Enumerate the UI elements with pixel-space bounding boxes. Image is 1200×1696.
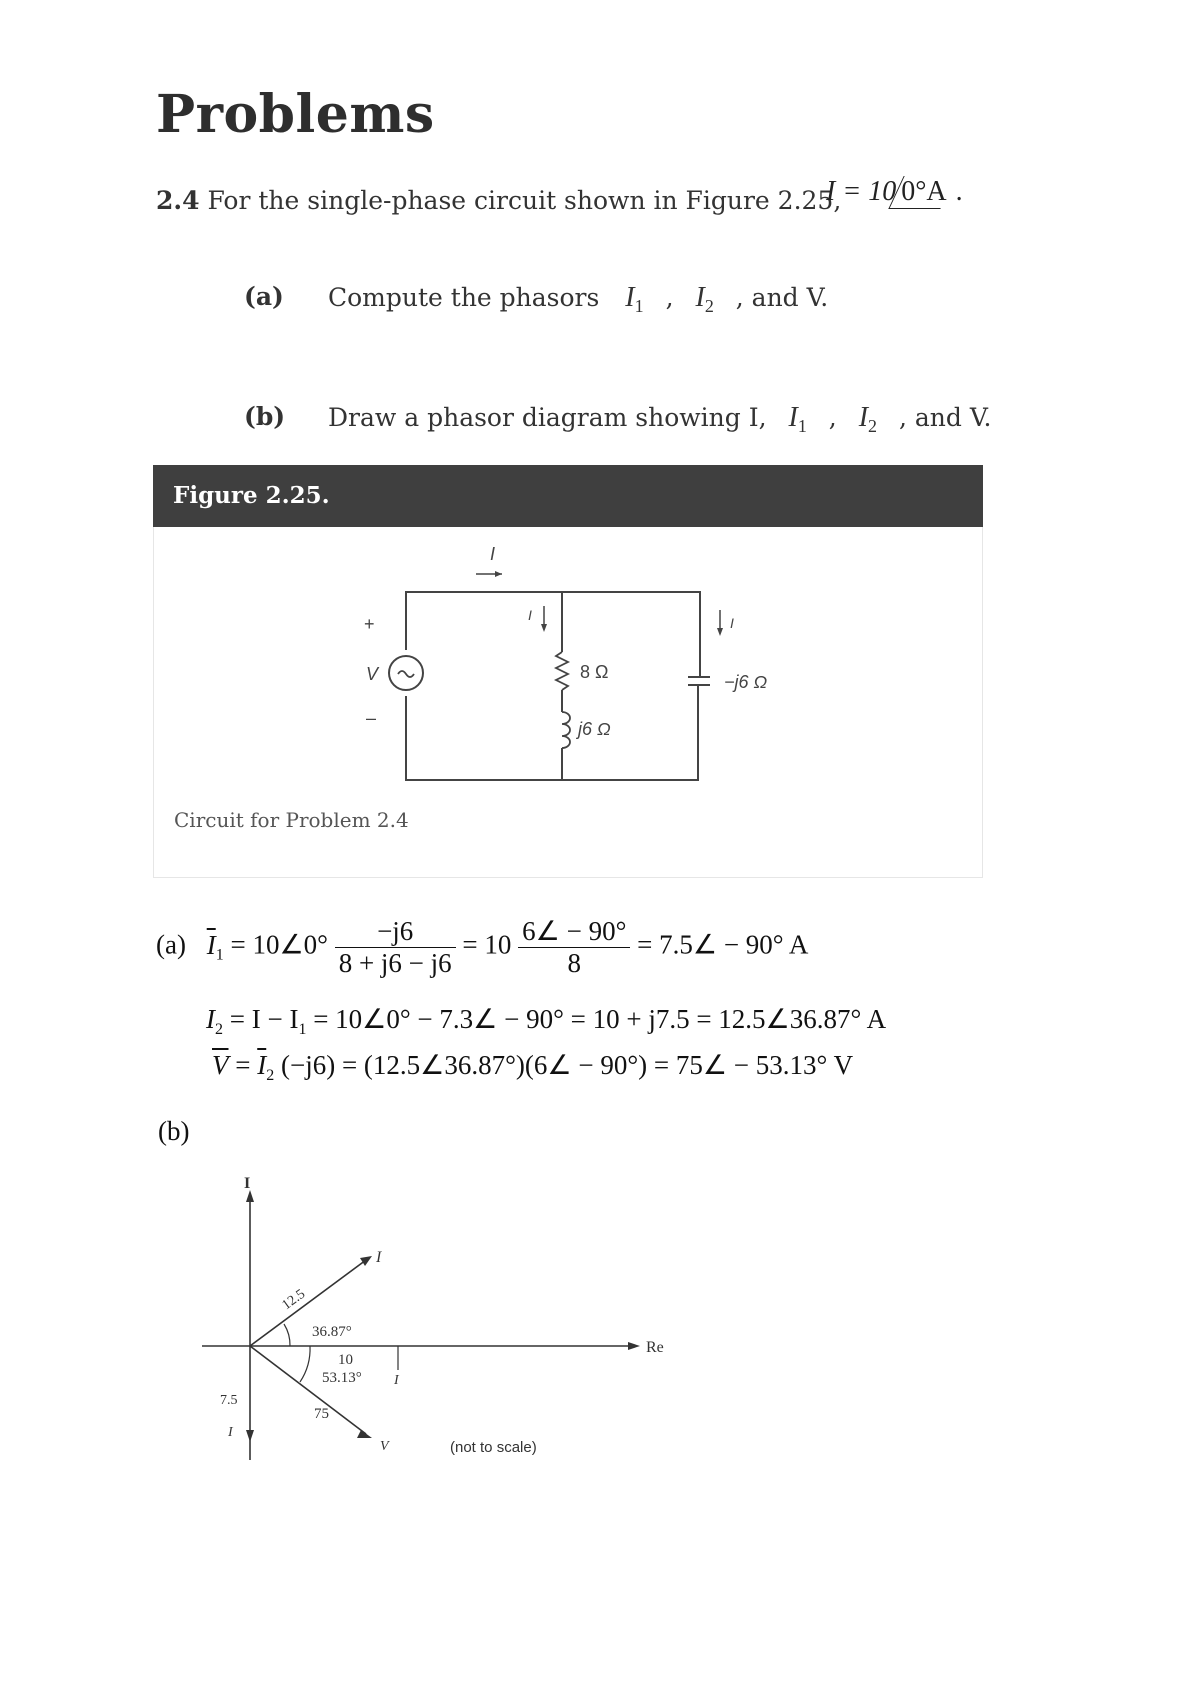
solution-a-label: (a) — [156, 929, 186, 960]
i1-arrowhead — [541, 624, 547, 632]
figure-header: Figure 2.25. — [153, 465, 983, 527]
solution-line1-num: −j6 — [335, 916, 456, 948]
solution-line3: (−j6) = (12.5∠36.87°)(6∠ − 90°) = 75∠ − 53.13° V — [280, 1050, 854, 1080]
part-a-text: Compute the phasors $I_1$ , $I_2$ , and V. — [328, 282, 829, 316]
part-b-label: (b) — [244, 402, 286, 431]
part-a-tail: , and V. — [735, 283, 829, 312]
solution-line1-mid: = 10 — [462, 929, 512, 960]
i2-phasor-arrowhead — [360, 1256, 372, 1266]
problem-number: 2.4 — [156, 186, 200, 215]
part-b-tail: , and V. — [898, 403, 992, 432]
circuit-current-arrowhead — [495, 571, 502, 577]
part-a-i1-sub: 1 — [634, 296, 644, 316]
circuit-current-label: I — [490, 544, 496, 564]
real-axis-arrowhead — [628, 1342, 640, 1350]
capacitor-label: −j6 Ω — [724, 672, 768, 692]
imag-axis-label: I — [244, 1175, 251, 1192]
phasor-diagram — [190, 1160, 690, 1470]
solution-line2-mid: = I − I — [229, 1004, 299, 1034]
given-current — [826, 176, 963, 209]
angle-arc-3687 — [284, 1324, 290, 1346]
circuit-diagram — [330, 540, 810, 800]
inductor-label: j6 Ω — [578, 719, 611, 739]
problem-statement — [156, 186, 841, 215]
circuit-bottom-wire — [406, 696, 698, 780]
part-b-text: Draw a phasor diagram showing I, $I_1$ , $I_2$ , and V. — [328, 402, 992, 436]
page-title: Problems — [156, 84, 435, 145]
part-b-i2-sub: 2 — [868, 416, 878, 436]
circuit-top-wire — [406, 592, 700, 656]
part-a-desc: Compute the phasors — [328, 283, 600, 312]
i1-magnitude-label: 7.5 — [220, 1393, 238, 1408]
given-current-angle: 0°A — [901, 176, 947, 207]
part-b-i1-sub: 1 — [797, 416, 807, 436]
v-phasor-arrowhead — [357, 1430, 372, 1438]
part-a — [244, 282, 284, 311]
i1-phasor-arrowhead — [246, 1430, 254, 1442]
part-b — [244, 402, 285, 431]
inductor-symbol — [562, 712, 570, 748]
solution-a-line1: (a) $\overline{I}_1$ = 10∠0° $\frac{-j6}{8 + j6 - j6}$ = 10 $\frac{6\angle - 90^\circ}{8}$ = 7.5∠ − 90° A — [156, 916, 809, 978]
part-a-i2-sub: 2 — [704, 296, 714, 316]
solution-b-label: (b) — [158, 1116, 190, 1146]
i2-magnitude-label: 12.5 — [279, 1286, 309, 1314]
i-phasor-label: I — [394, 1373, 399, 1388]
solution-line1-den2: 8 — [567, 948, 582, 978]
i-magnitude-label: 10 — [338, 1352, 353, 1368]
solution-a-line3: $\overline{V} = \overline{I}_2$ (−j6) = (12.5∠36.87°)(6∠ − 90°) = 75∠ − 53.13° V — [212, 1050, 854, 1084]
problem-text: For the single-phase circuit shown in Figure 2.25, — [207, 186, 842, 215]
given-current-lhs: I = 10 — [826, 176, 897, 207]
i2-phasor-label: I — [376, 1249, 382, 1266]
solution-line1-rhs: = 7.5∠ − 90° A — [637, 929, 809, 960]
given-period: . — [955, 176, 963, 207]
figure-caption: Circuit for Problem 2.4 — [174, 808, 409, 832]
v-magnitude-label: 75 — [314, 1406, 329, 1422]
i1-phasor-label: I — [228, 1425, 233, 1440]
v-phasor-label: V — [380, 1439, 389, 1454]
source-v-label: V — [366, 664, 379, 684]
source-plus: + — [364, 614, 375, 634]
angle-3687-label: 36.87° — [312, 1324, 352, 1340]
i1-label: I — [528, 607, 532, 623]
angle-arc-5313 — [300, 1346, 310, 1382]
solution-line1-lhs: = 10∠0° — [230, 929, 328, 960]
resistor-symbol — [556, 652, 568, 690]
solution-line2-rhs: = 10∠0° − 7.3∠ − 90° = 10 + j7.5 = 12.5∠36.87° A — [313, 1004, 887, 1034]
part-a-label: (a) — [244, 282, 284, 311]
angle-5313-label: 53.13° — [322, 1370, 362, 1386]
solution-line1-den: 8 + j6 − j6 — [338, 948, 452, 978]
solution-line1-num2: 6∠ − 90° — [518, 916, 630, 948]
part-b-desc: Draw a phasor diagram showing I, — [328, 403, 767, 432]
solution-a-line2: $I_2 = I - I_1$ = 10∠0° − 7.3∠ − 90° = 10 + j7.5 = 12.5∠36.87° A — [206, 1004, 887, 1038]
i2-arrowhead — [717, 628, 723, 636]
i2-label: I — [730, 615, 734, 631]
not-to-scale-note: (not to scale) — [450, 1439, 537, 1456]
real-axis-label: Re — [646, 1339, 664, 1356]
source-minus: – — [366, 708, 377, 728]
resistor-label: 8 Ω — [580, 662, 609, 682]
